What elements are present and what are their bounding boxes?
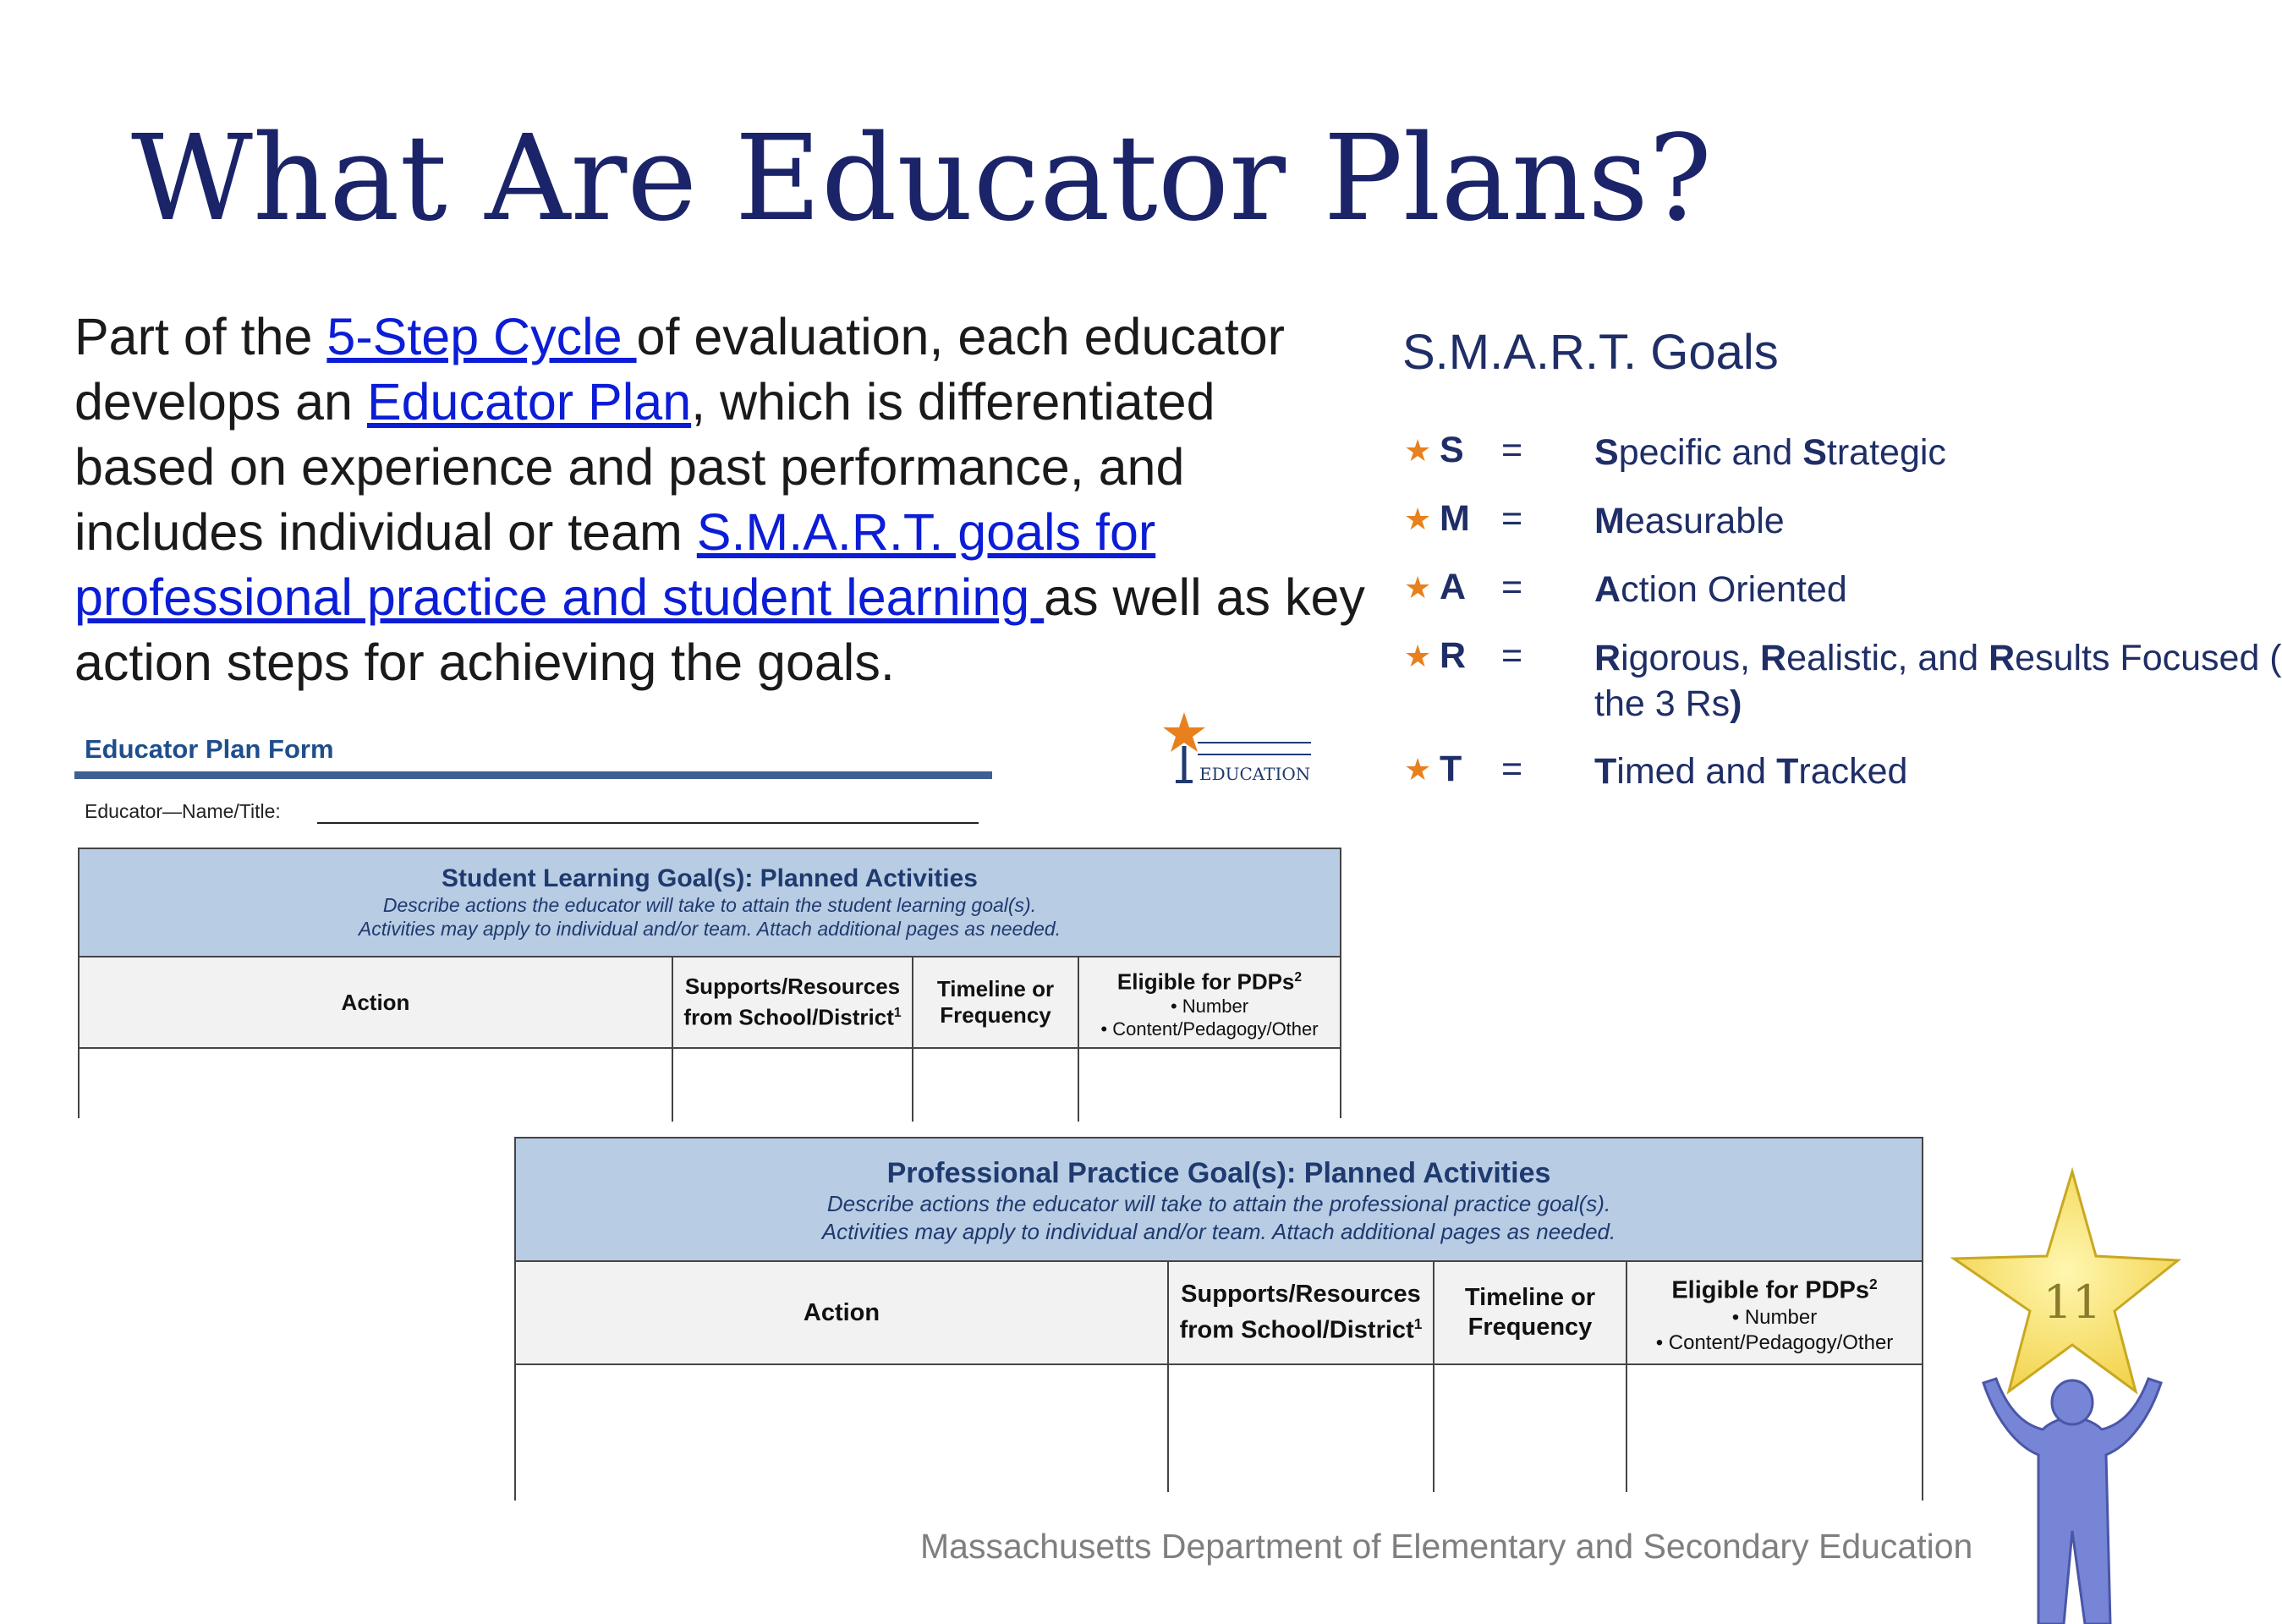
cell-timeline[interactable] [1433,1365,1626,1492]
cell-action[interactable] [516,1365,1167,1492]
smart-goals-link[interactable]: S.M.A.R.T. goals for professional practice and student learning [74,503,1156,626]
smart-desc: Action Oriented [1594,569,1847,610]
star-icon: ★ [1404,433,1432,468]
equals-sign: = [1501,498,1523,539]
slide-title: What Are Educator Plans? [131,110,1713,248]
col-action: Action [803,1298,880,1326]
cell-eligible[interactable] [1626,1365,1922,1492]
educator-plan-link[interactable]: Educator Plan [366,373,692,431]
star-icon: ★ [1404,752,1432,787]
cell-timeline[interactable] [912,1049,1078,1122]
practice-table-columns [516,1262,1922,1365]
smart-letter: A [1440,567,1467,607]
intro-text-2: of evaluation, each educator develops an [74,308,1285,431]
practice-table-desc-2: Activities may apply to individual and/or team. Attach additional pages as needed. [821,1219,1616,1244]
smart-letter: M [1440,498,1470,539]
professional-practice-table [514,1137,1923,1501]
equals-sign: = [1501,635,1523,676]
col-supports: Supports/Resources from School/District$^1$ [672,957,912,1047]
cell-supports[interactable] [1167,1365,1433,1492]
star-person-icon [1945,1167,2165,1624]
smart-desc: Measurable [1594,501,1785,541]
educator-name-line [317,822,979,824]
col-timeline: Timeline or Frequency [912,957,1078,1047]
page-number: 11 [2043,1276,2102,1329]
educator-name-label: Educator—Name/Title: [85,800,281,822]
star-icon: ★ [1404,502,1432,536]
ese-logo [1159,712,1319,788]
equals-sign: = [1501,430,1523,470]
cell-supports[interactable] [672,1049,912,1122]
star-icon: ★ [1404,639,1432,673]
smart-letter: S [1440,430,1464,470]
five-step-cycle-link[interactable]: 5-Step Cycle [326,308,637,365]
student-table-heading: Student Learning Goal(s): Planned Activities [442,864,978,892]
form-title: Educator Plan Form [85,734,334,764]
intro-paragraph [74,304,1369,695]
col-timeline: Timeline or Frequency [1433,1262,1626,1363]
logo-text: EDUCATION [1199,764,1311,784]
footer-organization: Massachusetts Department of Elementary and Secondary Education [920,1527,1973,1566]
practice-table-desc-1: Describe actions the educator will take to attain the professional practice goal(s). [826,1191,1611,1216]
col-supports: Supports/Resources from School/District$^1$ [1167,1262,1433,1363]
intro-text-4: as well as key action steps for achieving the goals. [74,568,1365,691]
intro-text-1: Part of the [74,308,327,365]
practice-table-header [516,1137,1922,1262]
cell-eligible[interactable] [1078,1049,1340,1122]
smart-desc: Rigorous, Realistic, and Results Focused ( the 3 Rs) [1594,638,2282,724]
practice-table-body-row [516,1365,1922,1492]
equals-sign: = [1501,749,1523,789]
smart-goals-title: S.M.A.R.T. Goals [1402,325,1779,380]
student-table-header [80,848,1340,957]
smart-letter: T [1440,749,1462,789]
equals-sign: = [1501,567,1523,607]
smart-letter: R [1440,635,1467,676]
smart-desc: Specific and Strategic [1594,432,1946,473]
student-learning-table [78,848,1341,1118]
cell-action[interactable] [80,1049,672,1122]
form-title-rule [74,771,992,779]
student-table-desc-2: Activities may apply to individual and/or team. Attach additional pages as needed. [358,918,1061,940]
intro-text-3: , which is differentiated based on experience and past performance, and includes individual or team [74,373,1215,561]
col-action: Action [341,989,410,1015]
student-table-desc-1: Describe actions the educator will take to attain the student learning goal(s). [382,894,1037,916]
student-table-body-row [80,1049,1340,1122]
smart-desc: Timed and Tracked [1594,751,1908,792]
practice-table-heading: Professional Practice Goal(s): Planned Activities [886,1157,1551,1189]
col-eligible: Eligible for PDPs$^2$ • Number • Content/Pedagogy/Other [1626,1262,1922,1363]
col-eligible: Eligible for PDPs$^2$ • Number • Content/Pedagogy/Other [1078,957,1340,1047]
student-table-columns [80,957,1340,1049]
star-icon: ★ [1404,570,1432,605]
